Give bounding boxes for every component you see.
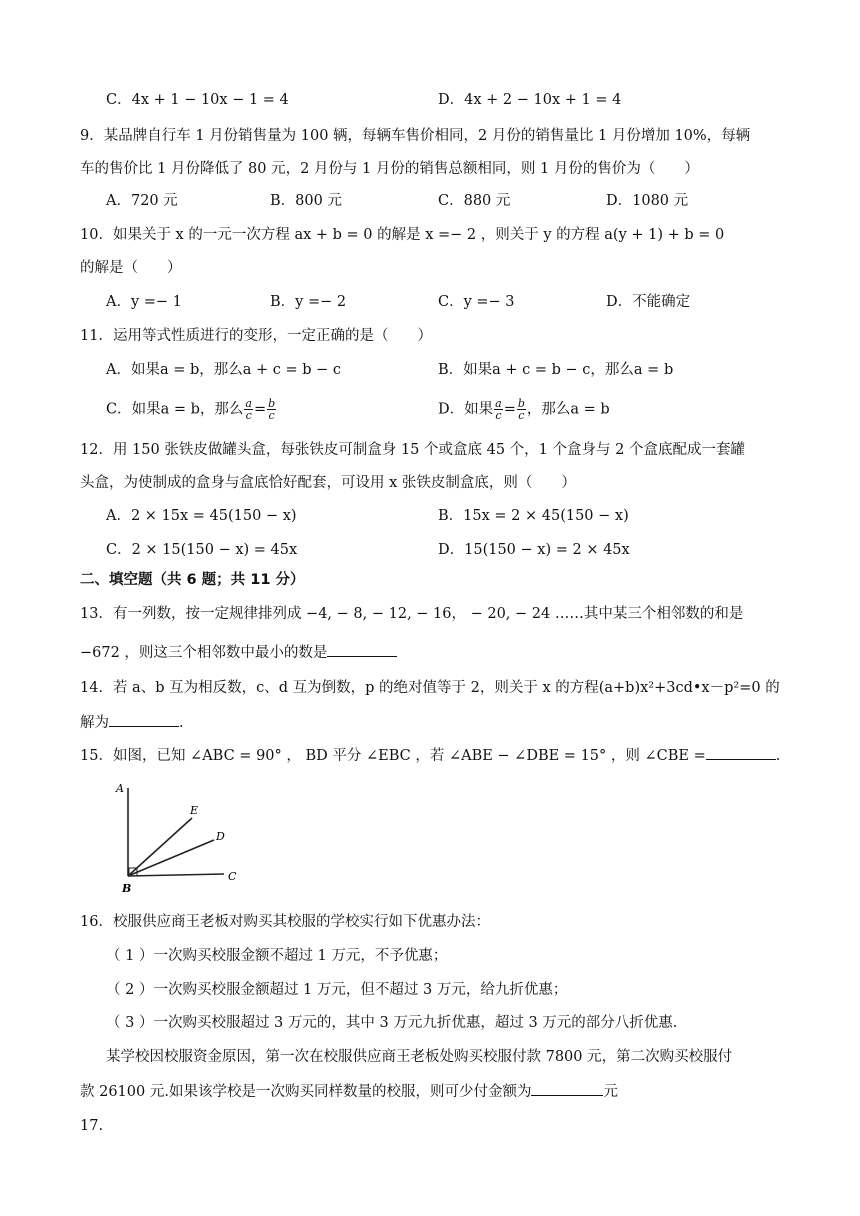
q10-option-b: B．y =− 2 [270,294,347,310]
q16-rule-2: （ 2 ）一次购买校服金额超过 1 万元，但不超过 3 万元，给九折优惠； [106,982,568,998]
q14-stem-line2: 解为 . [80,712,184,733]
q11-option-b: B．如果a + c = b − c，那么a = b [438,362,674,378]
q13-stem-line2: −672 ，则这三个相邻数中最小的数是 [80,642,397,663]
angle-figure [112,780,244,898]
q12-option-b: B．15x = 2 × 45(150 − x) [438,508,629,524]
label-a: A [116,782,124,795]
q8-option-d: D．4x + 2 − 10x + 1 = 4 [438,92,622,108]
label-e: E [190,804,199,817]
answer-blank [327,642,397,657]
q10-option-a: A．y =− 1 [106,294,182,310]
q9-stem-line2: 车的售价比 1 月份降低了 80 元，2 月份与 1 月份的销售总额相同，则 1 月份的售价为（ ） [80,161,699,177]
q9-stem-line1: 9．某品牌自行车 1 月份销售量为 100 辆，每辆车售价相同，2 月份的销售量比 1 月份增加 10%，每辆 [80,128,751,144]
answer-blank [531,1081,603,1096]
q9-option-a: A．720 元 [106,193,178,209]
q13-stem-line1: 13．有一列数，按一定规律排列成 −4, − 8, − 12, − 16， − 20, − 24 ……其中某三个相邻数的和是 [80,606,744,622]
q12-option-c: C．2 × 15(150 − x) = 45x [106,542,298,558]
q10-stem-line1: 10．如果关于 x 的一元一次方程 ax + b = 0 的解是 x =− 2 ，则关于 y 的方程 a(y + 1) + b = 0 [80,227,725,243]
section-heading-fill-in: 二、填空题（共 6 题；共 11 分） [80,572,305,588]
answer-blank [109,712,179,727]
q12-stem-line2: 头盒，为使制成的盒身与盒底恰好配套，可设用 x 张铁皮制盒底，则（ ） [80,475,576,491]
q12-stem-line1: 12．用 150 张铁皮做罐头盒，每张铁皮可制盒身 15 个或盒底 45 个，1 个盒身与 2 个盒底配成一套罐 [80,442,745,458]
ray-be [128,818,192,876]
fraction-b-over-c: $\frac{b}{c}$ [517,397,525,422]
ray-bc [128,874,224,876]
q9-option-d: D．1080 元 [606,193,689,209]
label-d: D [216,830,225,843]
q16-stem: 16．校服供应商王老板对购买其校服的学校实行如下优惠办法： [80,914,490,930]
q11-option-a: A．如果a = b，那么a + c = b − c [106,362,342,378]
q10-option-c: C．y =− 3 [438,294,515,310]
q10-option-d: D．不能确定 [606,294,691,310]
q16-paragraph-line2: 款 26100 元.如果该学校是一次购买同样数量的校服，则可少付金额为 元 [80,1081,618,1102]
ray-bd [128,840,214,876]
q11-option-d: D．如果 $\frac{a}{c}$ = $\frac{b}{c}$ ，那么a = b [438,397,610,422]
q9-option-b: B．800 元 [270,193,342,209]
q17-number: 17. [80,1118,104,1134]
q9-option-c: C．880 元 [438,193,511,209]
q12-option-d: D．15(150 − x) = 2 × 45x [438,542,630,558]
q15-stem: 15．如图，已知 ∠ABC = 90° ， BD 平分 ∠EBC ，若 ∠ABE − ∠DBE = 15° ，则 ∠CBE = . [80,745,780,766]
q12-option-a: A．2 × 15x = 45(150 − x) [106,508,297,524]
fraction-b-over-c: $\frac{b}{c}$ [268,397,276,422]
q16-paragraph-line1: 某学校因校服资金原因，第一次在校服供应商王老板处购买校服付款 7800 元，第二次购买校服付 [106,1049,733,1065]
q11-stem: 11．运用等式性质进行的变形，一定正确的是（ ） [80,328,432,344]
q8-option-c: C．4x + 1 − 10x − 1 = 4 [106,92,289,108]
q16-rule-3: （ 3 ）一次购买校服超过 3 万元的，其中 3 万元九折优惠，超过 3 万元的部分八折优惠. [106,1015,678,1031]
q10-stem-line2: 的解是（ ） [80,260,182,276]
q11-option-c: C．如果a = b，那么 $\frac{a}{c}$ = $\frac{b}{c}$ [106,397,276,422]
q16-rule-1: （ 1 ）一次购买校服金额不超过 1 万元，不予优惠； [106,948,448,964]
q14-stem-line1: 14．若 a、b 互为相反数，c、d 互为倒数，p 的绝对值等于 2，则关于 x 的方程(a+b)x²+3cd•x－p²=0 的 [80,680,780,696]
answer-blank [706,745,776,760]
label-c: C [228,870,237,883]
label-b: B [122,882,132,895]
fraction-a-over-c: $\frac{a}{c}$ [495,397,502,422]
fraction-a-over-c: $\frac{a}{c}$ [245,397,252,422]
